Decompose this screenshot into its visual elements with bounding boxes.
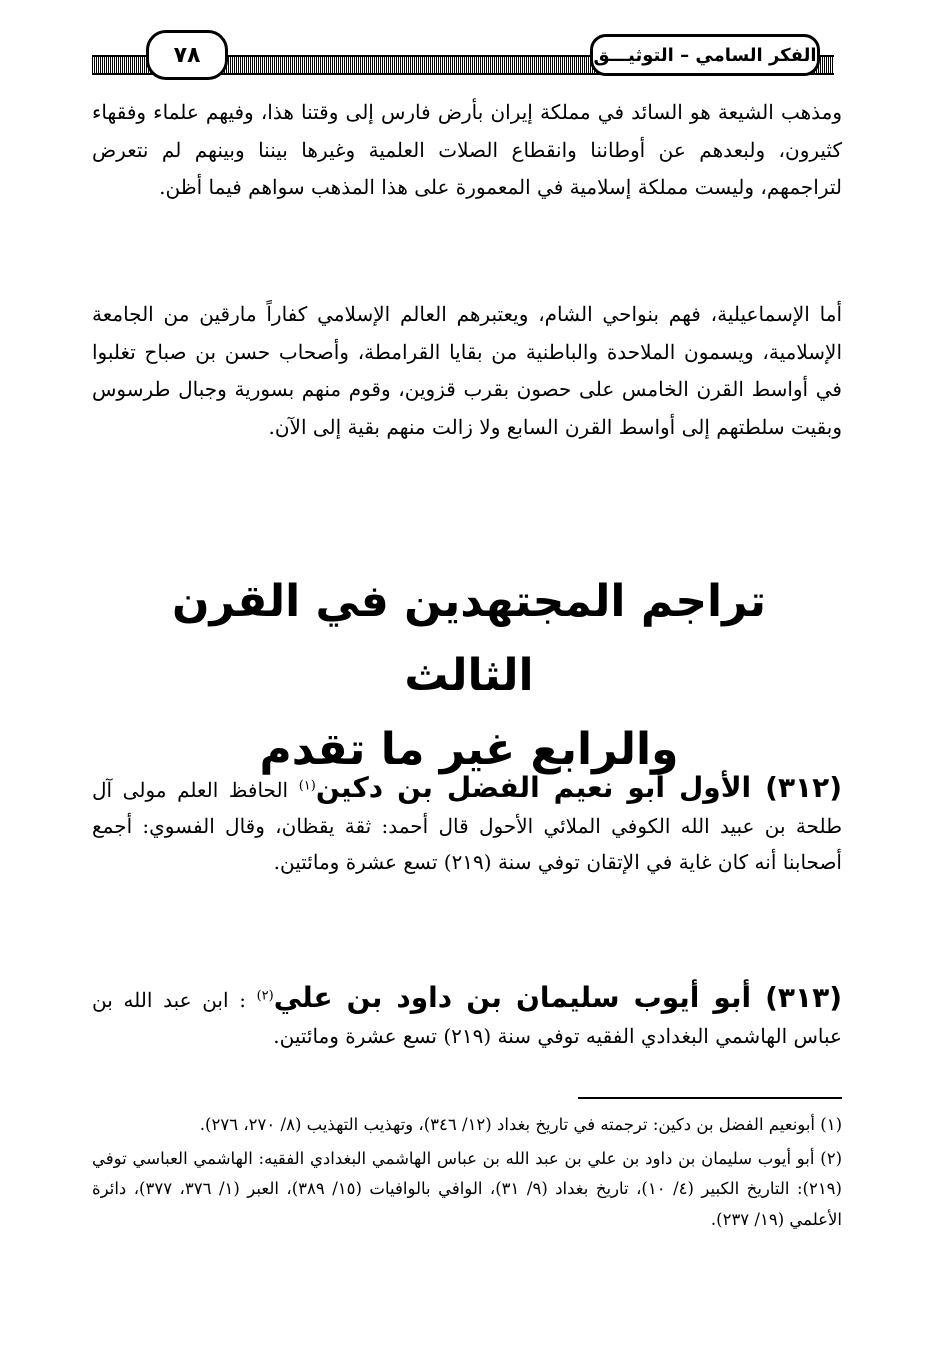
running-header-title: الفكر السامي – التوثيـــق	[590, 34, 820, 76]
footnote: (٢) أبو أيوب سليمان بن داود بن علي بن عبد الله بن عباس الهاشمي البغدادي الفقيه: الهاشمي العباسي توفي (٢١٩): التاريخ الكبير (٤/ ١٠)، تاريخ بغداد (٩/ ٣١)، الوافي بالوافيات (١٥/ ٣٨٩)، العبر (١/ ٣٧٦، ٣٧٧)، دائرة الأعلمي (١٩/ ٢٣٧).	[92, 1148, 842, 1229]
page-number: ٧٨	[146, 30, 228, 80]
entry-text: : ابن عبد الله بن عباس الهاشمي البغدادي الفقيه توفي سنة (٢١٩) تسع عشرة ومائتين.	[92, 988, 842, 1048]
paragraph-shia: ومذهب الشيعة هو السائد في مملكة إيران بأرض فارس إلى وقتنا هذا، وفيهم علماء وفقهاء كثيرون، ولبعدهم عن أوطاننا وانقطاع الصلات العلمية وغيرها بيننا وبينهم لم نتعرض لتراجمهم، وليست مملكة إسلامية في المعمورة على هذا المذهب سواهم فيما أظن.	[92, 100, 842, 199]
entry-heading: (٣١٣) أبو أيوب سليمان بن داود بن علي	[273, 981, 842, 1014]
biography-entry	[92, 770, 842, 880]
footnote-separator	[578, 1097, 842, 1099]
section-title-line-1: تراجم المجتهدين في القرن الثالث	[171, 576, 767, 701]
entry-text: الحافظ العلم مولى آل طلحة بن عبيد الله الكوفي الملائي الأحول قال أحمد: ثقة يقظان، وقال الفسوي: أجمع أصحابنا أنه كان غاية في الإتقان توفي سنة (٢١٩) تسع عشرة ومائتين.	[92, 778, 842, 874]
footnote-ref: (٢)	[256, 988, 274, 1004]
footnote-ref: (١)	[298, 778, 316, 794]
paragraph-ismailis: أما الإسماعيلية، فهم بنواحي الشام، ويعتبرهم العالم الإسلامي كفاراً مارقين من الجامعة الإسلامية، ويسمون الملاحدة والباطنية من بقايا القرامطة، وأصحاب حسن بن صباح تغلبوا في أواسط القرن الخامس على حصون بقرب قزوين، وقوم منهم بسورية وجبال طرسوس وبقيت سلطتهم إلى أواسط القرن السابع ولا زالت منهم بقية إلى الآن.	[92, 302, 842, 439]
section-title	[100, 565, 838, 787]
section-title-line-2: والرابع غير ما تقدم	[259, 724, 679, 775]
footnotes	[92, 1110, 842, 1238]
biography-entry	[92, 980, 842, 1054]
footnote: (١) أبونعيم الفضل بن دكين: ترجمته في تاريخ بغداد (١٢/ ٣٤٦)، وتهذيب التهذيب (٨/ ٢٧٠، ٢٧٦).	[199, 1115, 842, 1134]
entry-heading: (٣١٢) الأول أبو نعيم الفضل بن دكين	[315, 771, 843, 804]
